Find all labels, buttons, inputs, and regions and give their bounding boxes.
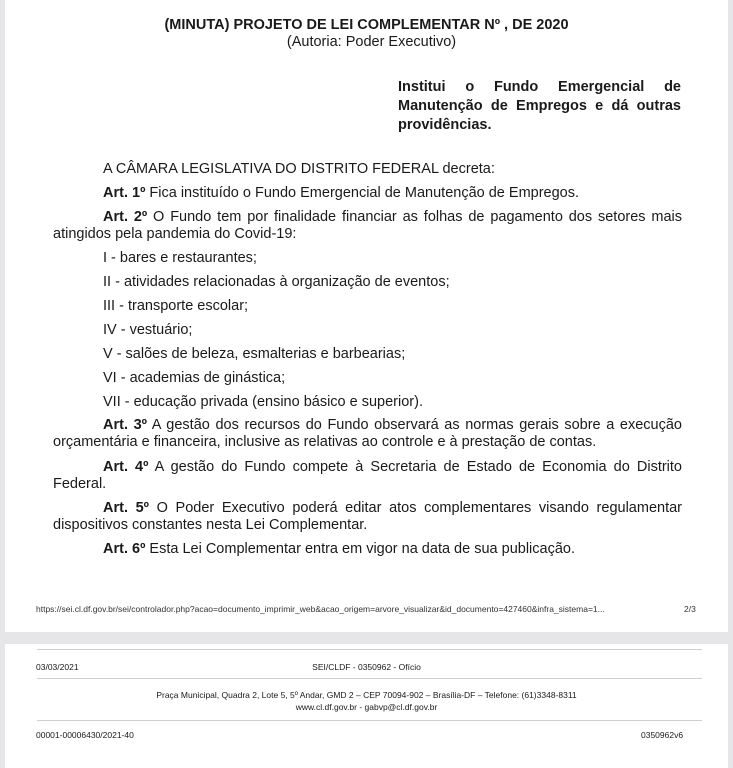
document-title: (MINUTA) PROJETO DE LEI COMPLEMENTAR Nº , DE 2020 [164,17,569,33]
article-text: A gestão dos recursos do Fundo observará as normas gerais sobre a execução orçamentária e financeira, inclusive as relativas ao controle e à prestação de contas. [53,417,682,450]
article-text: A gestão do Fundo compete à Secretaria de Estado de Economia do Distrito Federal. [53,459,682,492]
list-item: V - salões de beleza, esmalterias e barbearias; [103,346,406,362]
article-label: Art. 2º [103,209,148,225]
article-1 [53,185,682,202]
list-item: VII - educação privada (ensino básico e superior). [103,394,423,410]
article-6 [53,541,682,558]
footer-date: 03/03/2021 [36,662,79,672]
list-item: III - transporte escolar; [103,298,249,314]
ementa: Institui o Fundo Emergencial de Manutenção de Empregos e dá outras providências. [398,79,681,133]
article-4 [53,459,682,493]
article-label: Art. 4º [103,459,149,475]
article-2 [53,209,682,243]
divider [37,720,702,721]
document-page [5,0,728,632]
page-number: 2/3 [684,604,696,614]
article-text: Fica instituído o Fundo Emergencial de Manutenção de Empregos. [145,185,580,201]
article-label: Art. 1º [103,185,146,201]
divider [37,678,702,679]
article-text: O Poder Executivo poderá editar atos complementares visando regulamentar dispositivos constantes nesta Lei Complementar. [53,500,682,533]
footer-sei-reference: SEI/CLDF - 0350962 - Ofício [312,662,421,672]
footer-page [5,644,728,768]
list-item: VI - academias de ginástica; [103,370,286,386]
article-label: Art. 6º [103,541,146,557]
footer-address: Praça Municipal, Quadra 2, Lote 5, 5º Andar, GMD 2 – CEP 70094-902 – Brasília-DF – Telefone: (61)3348-8311 [156,690,577,700]
list-item: I - bares e restaurantes; [103,250,257,266]
footer-contacts: www.cl.df.gov.br - gabvp@cl.df.gov.br [295,702,438,712]
divider [37,649,702,650]
document-subtitle: (Autoria: Poder Executivo) [286,34,457,50]
print-url[interactable]: https://sei.cl.df.gov.br/sei/controlador.php?acao=documento_imprimir_web&acao_origem=arvore_visualizar&id_documento=427460&infra_sistema=1... [36,604,605,614]
article-text: O Fundo tem por finalidade financiar as folhas de pagamento dos setores mais atingidos pela pandemia do Covid-19: [53,209,682,242]
process-number: 00001-00006430/2021-40 [36,730,134,740]
article-label: Art. 3º [103,417,147,433]
footer-address-block [5,689,728,713]
article-label: Art. 5º [103,500,149,516]
intro-text: A CÂMARA LEGISLATIVA DO DISTRITO FEDERAL decreta: [103,161,495,177]
list-item: IV - vestuário; [103,322,193,338]
article-5 [53,500,682,534]
article-text: Esta Lei Complementar entra em vigor na data de sua publicação. [145,541,575,557]
article-3 [53,417,682,451]
list-item: II - atividades relacionadas à organização de eventos; [103,274,450,290]
document-version: 0350962v6 [641,730,684,740]
